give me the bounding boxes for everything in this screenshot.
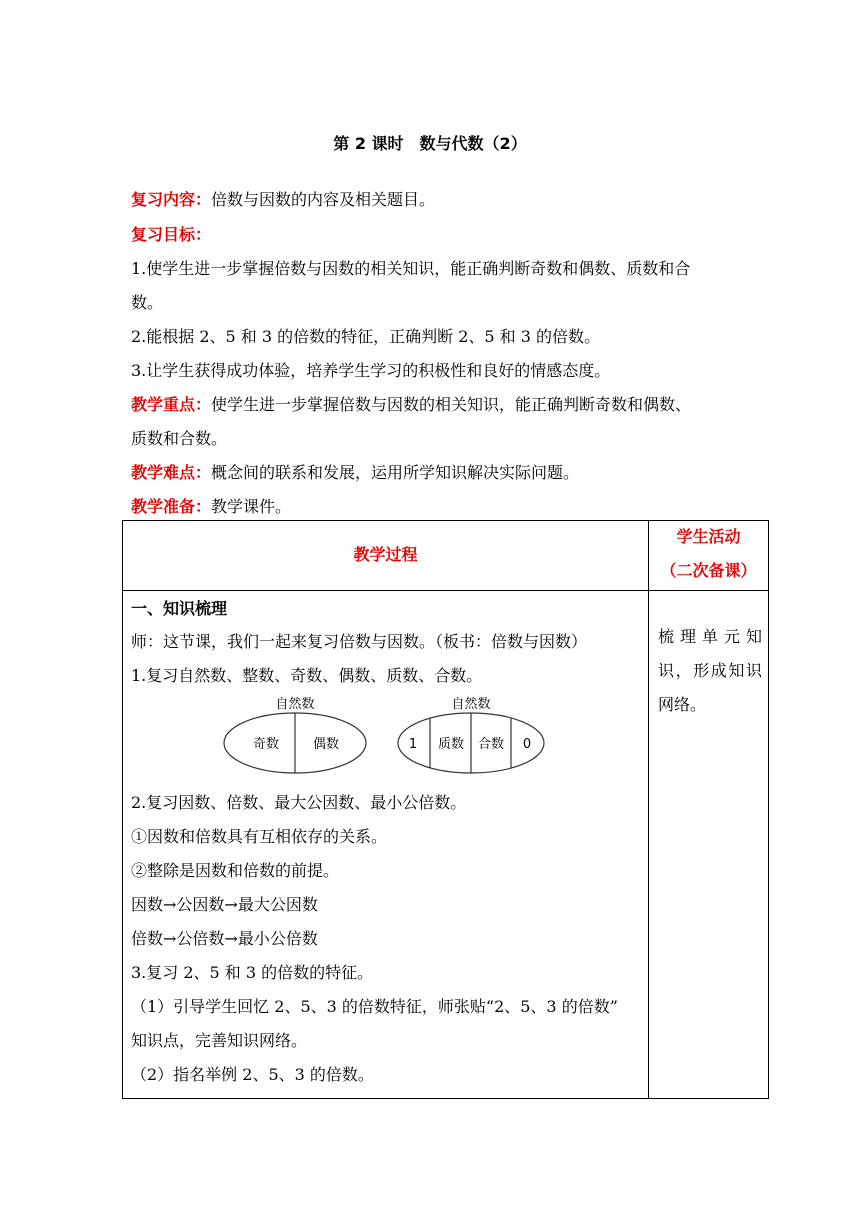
page-title: 第 2 课时 数与代数（2） bbox=[333, 134, 527, 153]
process-line: （2）指名举例 2、5、3 的倍数。 bbox=[131, 1065, 374, 1084]
difficulty-label: 教学难点： bbox=[131, 463, 212, 482]
process-line: ②整除是因数和倍数的前提。 bbox=[131, 861, 340, 880]
activity-line: 网络。 bbox=[658, 695, 707, 714]
process-line: 2.复习因数、倍数、最大公因数、最小公倍数。 bbox=[131, 793, 467, 812]
difficulty-line bbox=[131, 460, 579, 483]
review-content-text: 倍数与因数的内容及相关题目。 bbox=[211, 190, 436, 209]
diagram-right-part: 0 bbox=[522, 737, 532, 752]
section-title: 一、知识梳理 bbox=[131, 599, 228, 618]
process-line: 知识点，完善知识网络。 bbox=[131, 1031, 308, 1050]
activity-line: 梳理单元知 bbox=[658, 627, 762, 646]
review-content-line bbox=[131, 187, 435, 210]
process-line: 1.复习自然数、整数、奇数、偶数、质数、合数。 bbox=[131, 666, 483, 685]
prep-text: 教学课件。 bbox=[211, 497, 292, 516]
table-top-border bbox=[122, 520, 769, 521]
key-point-line-cont: 质数和合数。 bbox=[131, 429, 228, 448]
difficulty-text: 概念间的联系和发展，运用所学知识解决实际问题。 bbox=[211, 463, 580, 482]
table-left-border bbox=[122, 520, 123, 1099]
goal-line-1: 1.使学生进一步掌握倍数与因数的相关知识，能正确判断奇数和偶数、质数和合 bbox=[131, 259, 691, 278]
process-line: 倍数→公倍数→最小公倍数 bbox=[131, 929, 318, 948]
goal-line-3: 3.让学生获得成功体验，培养学生学习的积极性和良好的情感态度。 bbox=[131, 361, 611, 380]
process-line: ①因数和倍数具有互相依存的关系。 bbox=[131, 827, 388, 846]
table-header-divider bbox=[122, 590, 769, 591]
diagram-right-title: 自然数 bbox=[451, 697, 491, 712]
activity-header-line1: 学生活动 bbox=[676, 527, 741, 546]
diagram-right-part: 1 bbox=[408, 737, 418, 752]
key-point-text: 使学生进一步掌握倍数与因数的相关知识，能正确判断奇数和偶数、 bbox=[211, 395, 692, 414]
activity-line: 识，形成知识 bbox=[658, 661, 762, 680]
process-line: 因数→公因数→最大公因数 bbox=[131, 895, 318, 914]
prep-line bbox=[131, 494, 291, 517]
key-point-label: 教学重点： bbox=[131, 395, 212, 414]
diagram-left-part: 奇数 bbox=[252, 737, 280, 752]
process-header: 教学过程 bbox=[353, 545, 418, 564]
process-line: （1）引导学生回忆 2、5、3 的倍数特征，师张贴“2、5、3 的倍数” bbox=[131, 997, 618, 1016]
goal-line-1-cont: 数。 bbox=[131, 293, 164, 312]
diagram-right-part: 质数 bbox=[437, 737, 465, 752]
goal-line-2: 2.能根据 2、5 和 3 的倍数的特征，正确判断 2、5 和 3 的倍数。 bbox=[131, 327, 601, 346]
table-right-border bbox=[768, 520, 769, 1099]
process-line: 师：这节课，我们一起来复习倍数与因数。（板书：倍数与因数） bbox=[131, 632, 588, 651]
review-goal-line bbox=[131, 222, 211, 245]
natural-number-diagram bbox=[200, 690, 560, 780]
review-goal-label: 复习目标： bbox=[131, 225, 212, 244]
table-column-divider bbox=[648, 520, 649, 1099]
process-line: 3.复习 2、5 和 3 的倍数的特征。 bbox=[131, 963, 374, 982]
table-bottom-border bbox=[122, 1098, 769, 1099]
key-point-line bbox=[131, 392, 691, 415]
diagram-left-title: 自然数 bbox=[275, 697, 315, 712]
diagram-left-part: 偶数 bbox=[312, 737, 340, 752]
prep-label: 教学准备： bbox=[131, 497, 212, 516]
review-content-label: 复习内容： bbox=[131, 190, 212, 209]
activity-header-line2: （二次备课） bbox=[660, 561, 757, 580]
diagram-right-part: 合数 bbox=[477, 737, 505, 752]
